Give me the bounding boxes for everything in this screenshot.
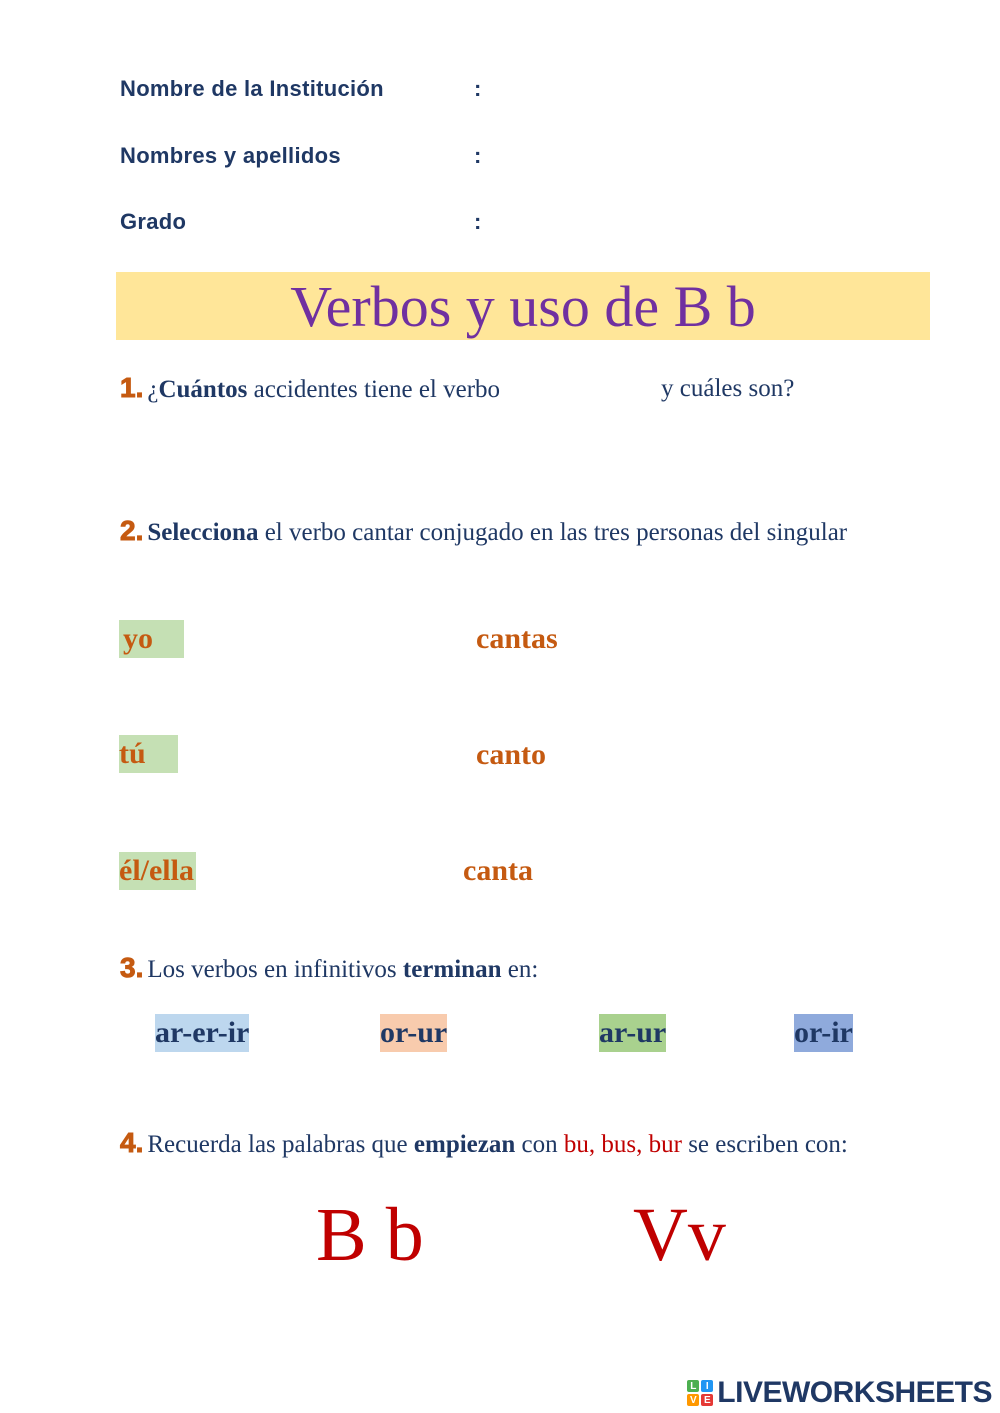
question-4-highlight: bu, bus, bur — [563, 1131, 682, 1158]
logo-letter-i: I — [701, 1380, 713, 1392]
question-4 — [120, 1127, 848, 1159]
question-1-tail: y cuáles son? — [661, 375, 795, 402]
question-4-text — [147, 1131, 848, 1158]
question-4-mid: con — [515, 1131, 564, 1158]
verb-cantas[interactable]: cantas — [476, 622, 558, 655]
question-3 — [120, 952, 538, 984]
logo-icon — [687, 1380, 713, 1406]
question-1-number: 1. — [120, 372, 144, 403]
question-2-text — [147, 519, 847, 546]
institution-colon: : — [474, 76, 482, 101]
choice-b[interactable]: B b — [316, 1193, 424, 1277]
logo-letter-e: E — [701, 1394, 713, 1406]
question-4-pre: Recuerda las palabras que — [147, 1131, 414, 1158]
question-1 — [120, 372, 500, 404]
page-title: Verbos y uso de B b — [290, 274, 756, 339]
question-1-pre: ¿ — [147, 376, 159, 403]
question-4-bold: empiezan — [413, 1131, 516, 1158]
question-1-bold: Cuántos — [158, 376, 248, 403]
question-3-pre: Los verbos en infinitivos — [147, 956, 403, 983]
institution-label: Nombre de la Institución — [120, 76, 384, 101]
logo-text: LIVEWORKSHEETS — [717, 1376, 992, 1409]
option-ar-er-ir[interactable]: ar-er-ir — [155, 1014, 249, 1052]
pronoun-el-ella[interactable]: él/ella — [119, 852, 196, 890]
verb-canto[interactable]: canto — [476, 738, 546, 771]
option-or-ur[interactable]: or-ur — [380, 1014, 447, 1052]
logo-letter-l: L — [687, 1380, 699, 1392]
question-3-number: 3. — [120, 952, 144, 983]
question-4-number: 4. — [120, 1127, 144, 1158]
question-2-bold: Selecciona — [147, 519, 259, 546]
question-1-body: accidentes tiene el verbo — [247, 376, 501, 403]
option-ar-ur[interactable]: ar-ur — [599, 1014, 666, 1052]
question-3-bold: terminan — [402, 956, 502, 983]
grade-label: Grado — [120, 209, 187, 234]
option-or-ir[interactable]: or-ir — [794, 1014, 853, 1052]
question-3-text — [147, 956, 538, 983]
question-2 — [120, 515, 847, 547]
logo-letter-v: V — [687, 1394, 699, 1406]
pronoun-tu[interactable]: tú — [119, 735, 178, 773]
choice-v[interactable]: Vv — [633, 1193, 726, 1277]
question-4-post: se escriben con: — [681, 1131, 848, 1158]
question-2-body: el verbo cantar conjugado en las tres personas del singular — [258, 519, 848, 546]
liveworksheets-logo — [687, 1376, 992, 1410]
pronoun-yo[interactable]: yo — [119, 620, 184, 658]
verb-canta[interactable]: canta — [463, 854, 533, 887]
names-colon: : — [474, 143, 482, 168]
question-3-post: en: — [501, 956, 539, 983]
names-label: Nombres y apellidos — [120, 143, 341, 168]
grade-colon: : — [474, 209, 482, 234]
question-1-text — [147, 376, 500, 403]
question-2-number: 2. — [120, 515, 144, 546]
